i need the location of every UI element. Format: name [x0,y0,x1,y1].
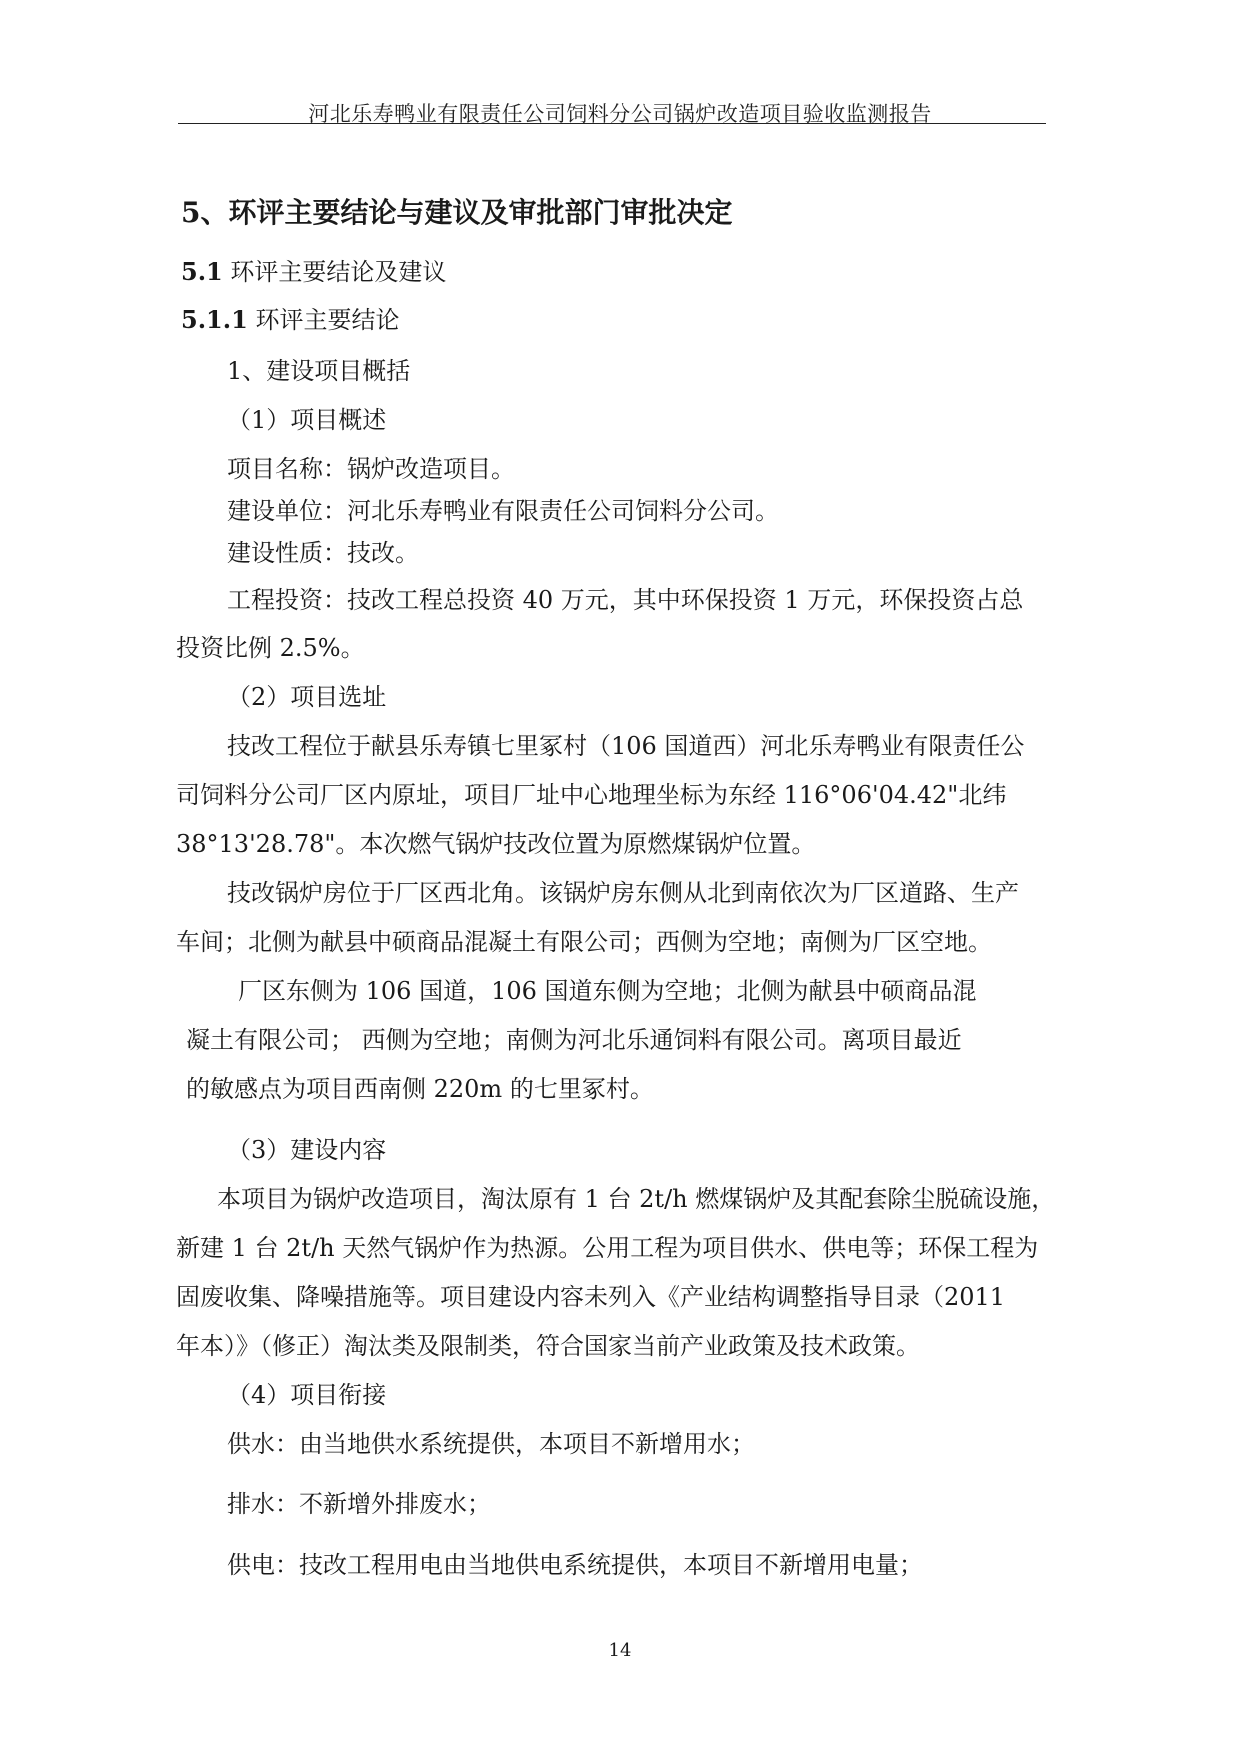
text-line: 供水：由当地供水系统提供，本项目不新增用水； [227,1430,755,1458]
text-line: 建设性质：技改。 [227,539,419,567]
text-line: 技改工程位于献县乐寿镇七里冢村（106 国道西）河北乐寿鸭业有限责任公 [227,732,1025,760]
subsubsection-title: 环评主要结论 [255,306,400,334]
text-line: 凝土有限公司； 西侧为空地；南侧为河北乐通饲料有限公司。离项目最近 [186,1026,962,1054]
text-line: 车间；北侧为献县中硕商品混凝土有限公司；西侧为空地；南侧为厂区空地。 [176,928,992,956]
text-line: 固废收集、降噪措施等。项目建设内容未列入《产业结构调整指导目录（2011 [176,1283,1006,1311]
text-line: 供电：技改工程用电由当地供电系统提供，本项目不新增用电量； [227,1551,923,1579]
text-line: 新建 1 台 2t/h 天然气锅炉作为热源。公用工程为项目供水、供电等；环保工程为 [176,1234,1039,1262]
subsubsection-heading [181,300,399,335]
text-line: 建设单位：河北乐寿鸭业有限责任公司饲料分公司。 [227,497,779,525]
list-heading: 1、建设项目概括 [227,357,411,385]
item-heading: （2）项目选址 [227,683,387,711]
text-line: 排水：不新增外排废水； [227,1490,491,1518]
text-line: 厂区东侧为 106 国道，106 国道东侧为空地；北侧为献县中硕商品混 [238,977,977,1005]
text-line: 技改锅炉房位于厂区西北角。该锅炉房东侧从北到南依次为厂区道路、生产 [227,879,1019,907]
text-line: 本项目为锅炉改造项目，淘汰原有 1 台 2t/h 燃煤锅炉及其配套除尘脱硫设施， [217,1185,1056,1213]
header-divider [178,123,1046,124]
text-line: 投资比例 2.5%。 [176,634,365,662]
item-heading: （4）项目衔接 [227,1381,387,1409]
text-line: 项目名称：锅炉改造项目。 [227,455,515,483]
page-header: 河北乐寿鸭业有限责任公司饲料分公司锅炉改造项目验收监测报告 [308,102,932,126]
text-line: 工程投资：技改工程总投资 40 万元，其中环保投资 1 万元，环保投资占总 [227,586,1024,614]
text-line: 38°13'28.78"。本次燃气锅炉技改位置为原燃煤锅炉位置。 [176,830,816,858]
section-title: 5、环评主要结论与建议及审批部门审批决定 [181,196,733,229]
text-line: 的敏感点为项目西南侧 220m 的七里冢村。 [186,1075,654,1103]
subsection-heading [181,252,446,287]
page-number: 14 [608,1640,632,1661]
subsection-number: 5.1 [181,257,223,286]
item-heading: （3）建设内容 [227,1136,387,1164]
text-line: 年本）》（修正）淘汰类及限制类，符合国家当前产业政策及技术政策。 [176,1332,920,1360]
text-line: 司饲料分公司厂区内原址，项目厂址中心地理坐标为东经 116°06'04.42"北纬 [176,781,1007,809]
subsubsection-number: 5.1.1 [181,305,248,334]
item-heading: （1）项目概述 [227,406,387,434]
subsection-title: 环评主要结论及建议 [230,258,447,286]
